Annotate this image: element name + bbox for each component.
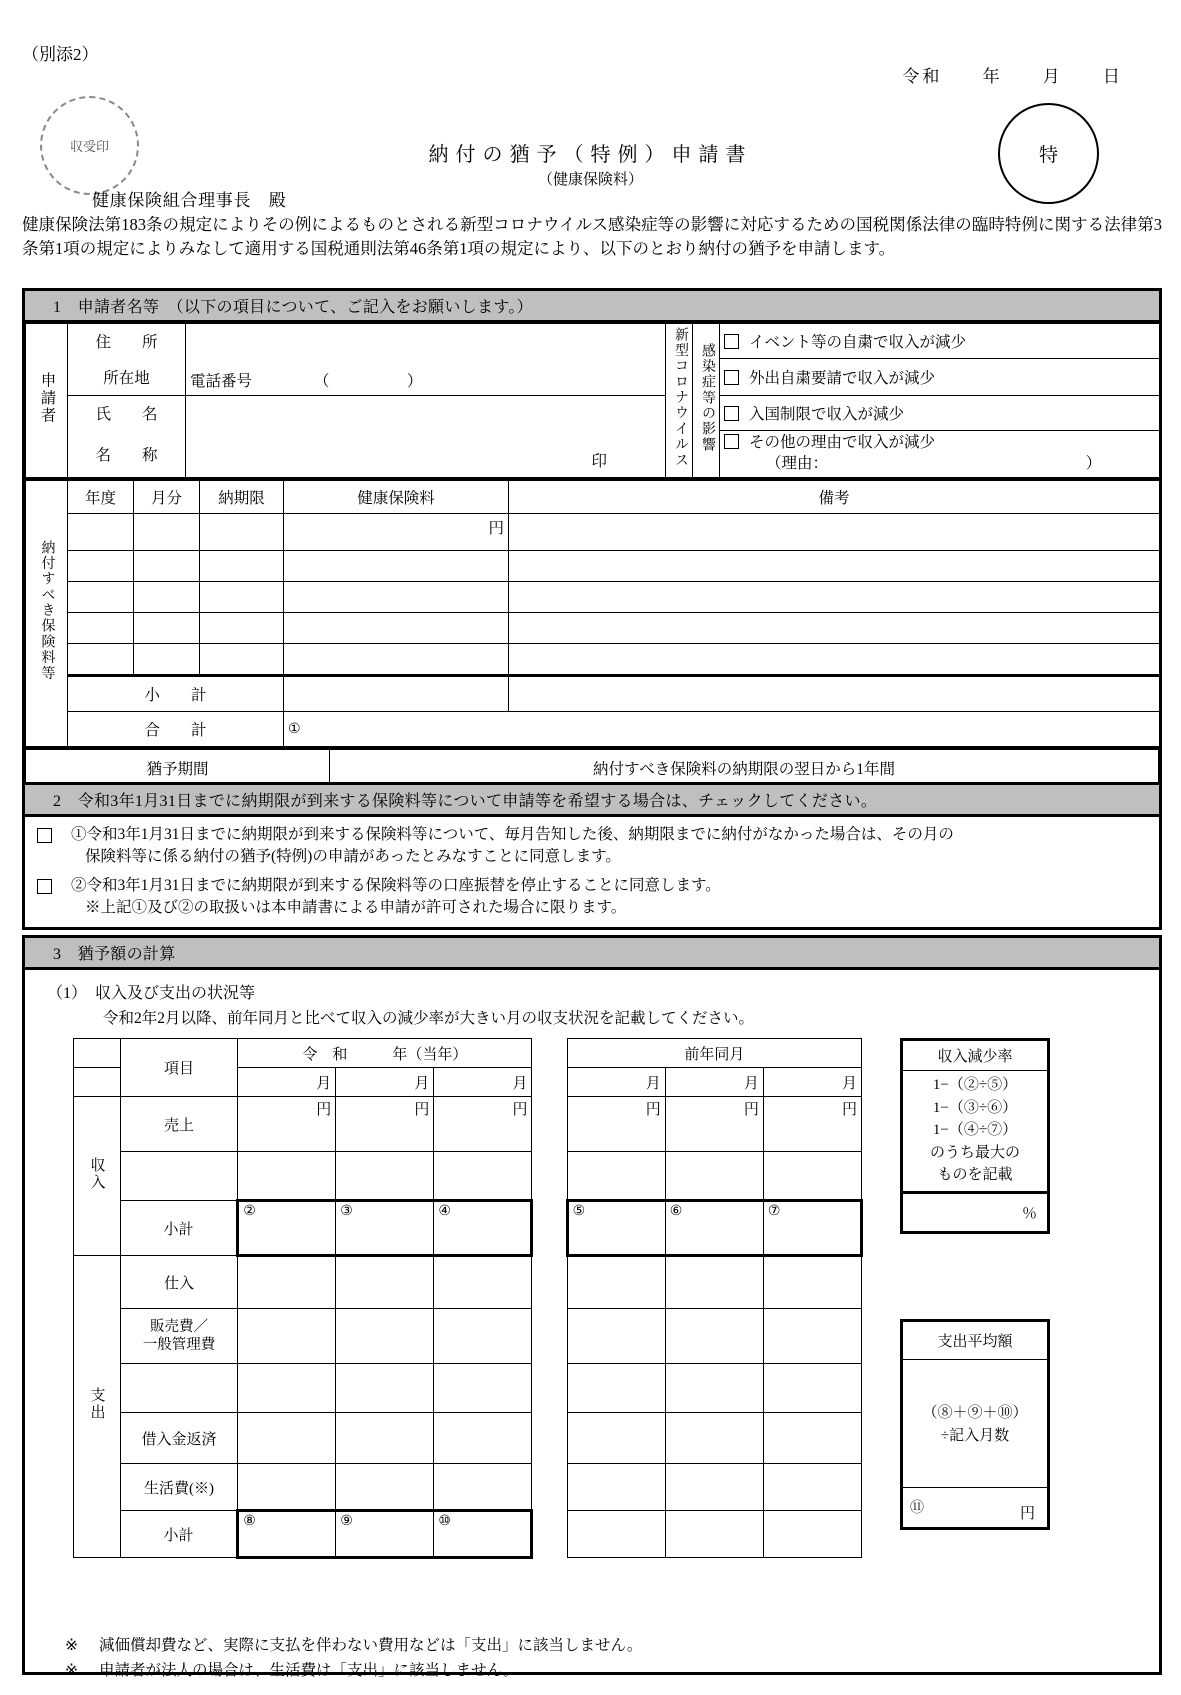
footnote-2 xyxy=(65,1659,642,1684)
expense-subtotal-2[interactable] xyxy=(336,1511,434,1558)
cy-expblank-3[interactable] xyxy=(434,1364,532,1413)
payment-cell-premium[interactable]: 円 xyxy=(284,513,509,550)
section1-heading: 1 申請者名等 （以下の項目について、ご記入をお願いします。） xyxy=(25,291,1159,323)
cy-month-3[interactable]: 月 xyxy=(434,1068,532,1097)
avg-mark: ⑪ xyxy=(910,1501,924,1516)
consent-item-1[interactable] xyxy=(25,823,1159,869)
footnote-1 xyxy=(65,1634,642,1659)
payment-cell-year[interactable] xyxy=(68,581,134,612)
income-subtotal-label: 小計 xyxy=(120,1201,237,1256)
table-gap xyxy=(532,1039,567,1068)
avg-box-value[interactable] xyxy=(903,1487,1047,1527)
payment-cell-remarks[interactable] xyxy=(509,550,1160,581)
page-title: 納付の猶予（特例）申請書 xyxy=(428,144,753,166)
consent-1-line1: ①令和3年1月31日までに納期限が到来する保険料等について、毎月告知した後、納期限までに納付がなかった場合は、その月の xyxy=(71,826,954,843)
total-label: 合 計 xyxy=(68,711,284,746)
section-calculation xyxy=(22,935,1162,1679)
covid-label-cell-1 xyxy=(666,324,693,478)
income-subtotal-cy-2[interactable] xyxy=(336,1201,434,1256)
page-subtitle: （健康保険料） xyxy=(537,172,643,188)
mark-2: ② xyxy=(243,1204,256,1219)
payment-cell-premium[interactable] xyxy=(284,612,509,643)
col-header-remarks: 備考 xyxy=(509,479,1160,513)
payment-row-label-text: 納付すべき保険料等 xyxy=(39,540,55,682)
section3-body xyxy=(25,970,1159,1679)
reason-checkbox-row-1[interactable] xyxy=(720,324,1160,359)
cy-month-2[interactable]: 月 xyxy=(336,1068,434,1097)
cy-expblank-2[interactable] xyxy=(336,1364,434,1413)
income-subtotal-cy-3[interactable] xyxy=(434,1201,532,1256)
section3-heading: 3 猶予額の計算 xyxy=(25,938,1159,970)
rate-formula-4: のうち最大の xyxy=(929,1144,1020,1161)
cy-purchase-3[interactable] xyxy=(434,1256,532,1309)
cy-incblank-2[interactable] xyxy=(336,1152,434,1201)
mark-8: ⑧ xyxy=(243,1514,256,1529)
payment-cell-month[interactable] xyxy=(134,513,200,550)
payment-row-label xyxy=(26,479,68,746)
total-mark: ① xyxy=(288,721,301,737)
seal-label: 印 xyxy=(591,452,607,470)
payment-cell-month[interactable] xyxy=(134,550,200,581)
cy-loan-1[interactable] xyxy=(238,1413,336,1464)
payment-cell-premium[interactable] xyxy=(284,643,509,675)
reason-2-label: 外出自粛要請で収入が減少 xyxy=(749,370,936,387)
name-input-cell[interactable] xyxy=(186,396,666,478)
py-sga-1[interactable] xyxy=(567,1309,665,1364)
income-subtotal-py-2[interactable] xyxy=(665,1201,763,1256)
grace-period-label: 猶予期間 xyxy=(26,748,330,786)
row-label-loan: 借入金返済 xyxy=(120,1413,237,1464)
subtotal-remarks[interactable] xyxy=(509,675,1160,711)
section3-footnotes xyxy=(65,1634,642,1684)
cy-purchase-2[interactable] xyxy=(336,1256,434,1309)
py-loan-1[interactable] xyxy=(567,1413,665,1464)
payment-table xyxy=(25,478,1160,747)
expense-label: 支出 xyxy=(88,1387,105,1421)
footnote-1-mark: ※ xyxy=(65,1637,78,1654)
income-expense-table xyxy=(73,1038,863,1559)
cy-living-3[interactable] xyxy=(434,1464,532,1511)
total-value[interactable] xyxy=(284,711,1160,746)
row-label-expense-blank[interactable] xyxy=(120,1364,237,1413)
payment-cell-month[interactable] xyxy=(134,581,200,612)
consent-2-text xyxy=(71,875,1149,919)
avg-yen-unit: 円 xyxy=(1019,1506,1035,1522)
section-applicant-info xyxy=(22,288,1162,790)
consent-1-text xyxy=(71,824,1149,868)
rate-formula-1: 1−（②÷⑤） xyxy=(932,1077,1018,1093)
cy-expblank-1[interactable] xyxy=(238,1364,336,1413)
reason-checkbox-row-4[interactable] xyxy=(720,431,1160,478)
covid-label-2: 感染症等の影響 xyxy=(700,343,715,453)
special-mark-label: 特 xyxy=(1038,145,1058,166)
py-living-1[interactable] xyxy=(567,1464,665,1511)
rate-percent-unit: ％ xyxy=(1021,1205,1037,1222)
avg-formula-1: （⑧＋⑨＋⑩） xyxy=(922,1405,1028,1421)
income-subtotal-py-1[interactable] xyxy=(567,1201,665,1256)
py-month-3[interactable]: 月 xyxy=(763,1068,861,1097)
payment-cell-year[interactable] xyxy=(68,612,134,643)
section3-subheading: （1） 収入及び支出の状況等 xyxy=(47,985,256,1002)
grace-period-value: 納付すべき保険料の納期限の翌日から1年間 xyxy=(330,748,1159,786)
cy-sales-2[interactable]: 円 xyxy=(336,1097,434,1152)
mark-7: ⑦ xyxy=(767,1204,781,1219)
rate-formula-5: ものを記載 xyxy=(937,1167,1013,1183)
mark-10: ⑩ xyxy=(438,1514,451,1529)
reason-checkbox-row-3[interactable] xyxy=(720,396,1160,431)
reason-other-detail-label: （理由： xyxy=(766,454,829,472)
row-label-income-blank[interactable] xyxy=(120,1152,237,1201)
prev-year-header: 前年同月 xyxy=(567,1039,861,1068)
address-label-cell-1 xyxy=(68,324,186,359)
payment-cell-premium[interactable] xyxy=(284,550,509,581)
payment-cell-remarks[interactable] xyxy=(509,643,1160,675)
cy-incblank-3[interactable] xyxy=(434,1152,532,1201)
address-input-cell[interactable] xyxy=(186,324,666,396)
payment-cell-duedate[interactable] xyxy=(200,643,284,675)
py-expblank-1[interactable] xyxy=(567,1364,665,1413)
cy-living-2[interactable] xyxy=(336,1464,434,1511)
payment-cell-year[interactable] xyxy=(68,513,134,550)
row-label-sga-l2: 一般管理費 xyxy=(142,1337,216,1353)
name-label-cell-1 xyxy=(68,396,186,431)
applicant-table xyxy=(25,323,1160,478)
blank-left-cell xyxy=(74,1068,121,1097)
income-label: 収入 xyxy=(88,1156,105,1191)
py-incblank-1[interactable] xyxy=(567,1152,665,1201)
py-loan-3[interactable] xyxy=(763,1413,861,1464)
footnote-2-mark: ※ xyxy=(65,1661,78,1679)
rate-box-value[interactable] xyxy=(903,1191,1047,1231)
reason-checkbox-row-2[interactable] xyxy=(720,359,1160,396)
covid-label-cell-2 xyxy=(693,324,720,478)
name-label-2: 名 称 xyxy=(95,446,158,464)
mark-4: ④ xyxy=(438,1204,451,1219)
attachment-number: （別添2） xyxy=(22,45,99,64)
payment-cell-duedate[interactable] xyxy=(200,550,284,581)
py-sga-3[interactable] xyxy=(763,1309,861,1364)
phone-label: 電話番号 xyxy=(190,373,253,390)
payment-cell-duedate[interactable] xyxy=(200,581,284,612)
reason-4-checkbox[interactable] xyxy=(724,434,739,449)
addressee: 健康保険組合理事長 殿 xyxy=(92,191,287,210)
expense-label-cell xyxy=(74,1256,121,1558)
avg-box-title: 支出平均額 xyxy=(903,1322,1047,1360)
payment-cell-month[interactable] xyxy=(134,612,200,643)
income-decline-rate-box xyxy=(900,1038,1050,1234)
section2-body xyxy=(25,817,1159,927)
py-expense-subtotal-2[interactable] xyxy=(665,1511,763,1558)
py-purchase-2[interactable] xyxy=(665,1256,763,1309)
rate-box-title: 収入減少率 xyxy=(903,1041,1047,1071)
footnote-1-text: 減価償却費など、実際に支払を伴わない費用などは「支出」に該当しません。 xyxy=(99,1637,643,1654)
mark-3: ③ xyxy=(340,1204,353,1219)
payment-cell-year[interactable] xyxy=(68,550,134,581)
current-year-header: 令 和 年（当年） xyxy=(238,1039,532,1068)
payment-cell-duedate[interactable] xyxy=(200,612,284,643)
reason-1-checkbox[interactable] xyxy=(724,334,739,349)
cy-sales-3[interactable]: 円 xyxy=(434,1097,532,1152)
avg-formula-2: ÷記入月数 xyxy=(940,1427,1010,1444)
cy-sga-3[interactable] xyxy=(434,1309,532,1364)
py-loan-2[interactable] xyxy=(665,1413,763,1464)
rate-formula-3: 1−（④÷⑦） xyxy=(932,1122,1018,1138)
mark-9: ⑨ xyxy=(340,1514,353,1529)
payment-cell-premium[interactable] xyxy=(284,581,509,612)
payment-cell-month[interactable] xyxy=(134,643,200,675)
py-sga-2[interactable] xyxy=(665,1309,763,1364)
address-label-cell-2 xyxy=(68,359,186,396)
py-expense-subtotal-1[interactable] xyxy=(567,1511,665,1558)
reason-2-checkbox[interactable] xyxy=(724,370,739,385)
row-label-purchase: 仕入 xyxy=(120,1256,237,1309)
date-line: 令和 年 月 日 xyxy=(902,67,1123,86)
col-header-year: 年度 xyxy=(68,479,134,513)
consent-1-checkbox-wrap[interactable] xyxy=(37,824,71,848)
section3-instruction: 令和2年2月以降、前年同月と比べて収入の減少率が大きい月の収支状況を記載してください。 xyxy=(103,1010,755,1027)
consent-2-line1: ②令和3年1月31日までに納期限が到来する保険料等の口座振替を停止することに同意します。 xyxy=(71,877,721,894)
py-expblank-3[interactable] xyxy=(763,1364,861,1413)
income-label-cell xyxy=(74,1097,121,1256)
py-living-3[interactable] xyxy=(763,1464,861,1511)
covid-label-1: 新型コロナウイルス xyxy=(673,327,688,469)
reason-1-label: イベント等の自粛で収入が減少 xyxy=(749,334,967,351)
grace-period-table xyxy=(25,747,1159,787)
py-incblank-2[interactable] xyxy=(665,1152,763,1201)
mark-6: ⑥ xyxy=(669,1204,683,1219)
row-label-sales: 売上 xyxy=(120,1097,237,1152)
col-header-duedate: 納期限 xyxy=(200,479,284,513)
mark-5: ⑤ xyxy=(572,1204,586,1219)
address-label-1: 住 所 xyxy=(95,334,158,352)
row-label-living: 生活費(※) xyxy=(120,1464,237,1511)
calculation-area xyxy=(25,1034,1159,1679)
py-month-2[interactable]: 月 xyxy=(665,1068,763,1097)
applicant-label-text: 申請者 xyxy=(38,371,56,424)
cy-incblank-1[interactable] xyxy=(238,1152,336,1201)
section2-heading: 2 令和3年1月31日までに納期限が到来する保険料等について申請等を希望する場合は、チェックしてください。 xyxy=(25,785,1159,817)
col-header-month: 月分 xyxy=(134,479,200,513)
reason-other-detail-row[interactable] xyxy=(724,454,1155,475)
subtotal-label: 小 計 xyxy=(68,675,284,711)
payment-cell-remarks[interactable] xyxy=(509,581,1160,612)
py-expense-subtotal-3[interactable] xyxy=(763,1511,861,1558)
payment-cell-remarks[interactable] xyxy=(509,513,1160,550)
expense-subtotal-label: 小計 xyxy=(120,1511,237,1558)
cy-sga-1[interactable] xyxy=(238,1309,336,1364)
cy-month-1[interactable]: 月 xyxy=(238,1068,336,1097)
subtotal-value[interactable] xyxy=(284,675,509,711)
legal-statement: 健康保険法第183条の規定によりその例によるものとされる新型コロナウイルス感染症等の影響に対応するための国税関係法律の臨時特例に関する法律第3条第1項の規定によりみなして適用する国税通則法第46条第1項の規定により、以下のとおり納付の猶予を申請します。 xyxy=(22,215,1162,258)
py-month-1[interactable]: 月 xyxy=(567,1068,665,1097)
name-label-1: 氏 名 xyxy=(95,406,158,424)
income-subtotal-cy-1[interactable] xyxy=(238,1201,336,1256)
address-label-2: 所在地 xyxy=(103,369,150,387)
rate-formula-2: 1−（③÷⑥） xyxy=(932,1099,1018,1116)
cy-living-1[interactable] xyxy=(238,1464,336,1511)
footnote-2-text: 申請者が法人の場合は、生活費は「支出」に該当しません。 xyxy=(99,1661,519,1679)
consent-item-2[interactable] xyxy=(25,869,1159,920)
py-purchase-3[interactable] xyxy=(763,1256,861,1309)
phone-input[interactable]: （ ） xyxy=(313,373,423,390)
receipt-stamp-label: 収受印 xyxy=(69,139,109,154)
reason-3-label: 入国制限で収入が減少 xyxy=(749,406,905,423)
payment-cell-year[interactable] xyxy=(68,643,134,675)
payment-cell-remarks[interactable] xyxy=(509,612,1160,643)
reason-other-detail-close: ） xyxy=(1085,454,1102,472)
cy-purchase-1[interactable] xyxy=(238,1256,336,1309)
consent-2-note: ※上記①及び②の取扱いは本申請書による申請が許可された場合に限ります。 xyxy=(85,899,627,916)
name-label-cell-2 xyxy=(68,431,186,478)
py-sales-1[interactable]: 円 xyxy=(567,1097,665,1152)
row-label-sga xyxy=(120,1309,237,1364)
py-purchase-1[interactable] xyxy=(567,1256,665,1309)
rate-box-formulas xyxy=(903,1071,1047,1191)
consent-1-checkbox[interactable] xyxy=(37,828,52,843)
cy-sales-1[interactable]: 円 xyxy=(238,1097,336,1152)
py-sales-2[interactable]: 円 xyxy=(665,1097,763,1152)
col-header-premium: 健康保険料 xyxy=(284,479,509,513)
consent-2-checkbox-wrap[interactable] xyxy=(37,875,71,899)
reason-3-checkbox[interactable] xyxy=(724,406,739,421)
consent-2-checkbox[interactable] xyxy=(37,879,52,894)
cy-loan-2[interactable] xyxy=(336,1413,434,1464)
applicant-row-label xyxy=(26,324,68,478)
corner-cell xyxy=(74,1039,121,1068)
py-sales-3[interactable]: 円 xyxy=(763,1097,861,1152)
cy-sga-2[interactable] xyxy=(336,1309,434,1364)
row-label-sga-l1: 販売費／ xyxy=(150,1318,209,1335)
item-header: 項目 xyxy=(120,1039,237,1097)
payment-cell-duedate[interactable] xyxy=(200,513,284,550)
py-expblank-2[interactable] xyxy=(665,1364,763,1413)
cy-loan-3[interactable] xyxy=(434,1413,532,1464)
income-subtotal-py-3[interactable] xyxy=(763,1201,861,1256)
reason-4-label: その他の理由で収入が減少 xyxy=(749,434,936,451)
average-expense-box xyxy=(900,1319,1050,1530)
py-living-2[interactable] xyxy=(665,1464,763,1511)
expense-subtotal-1[interactable] xyxy=(238,1511,336,1558)
py-incblank-3[interactable] xyxy=(763,1152,861,1201)
avg-box-formulas xyxy=(903,1360,1047,1487)
expense-subtotal-3[interactable] xyxy=(434,1511,532,1558)
consent-1-line2: 保険料等に係る納付の猶予(特例)の申請があったとみなすことに同意します。 xyxy=(85,848,621,865)
section-consent xyxy=(22,782,1162,930)
